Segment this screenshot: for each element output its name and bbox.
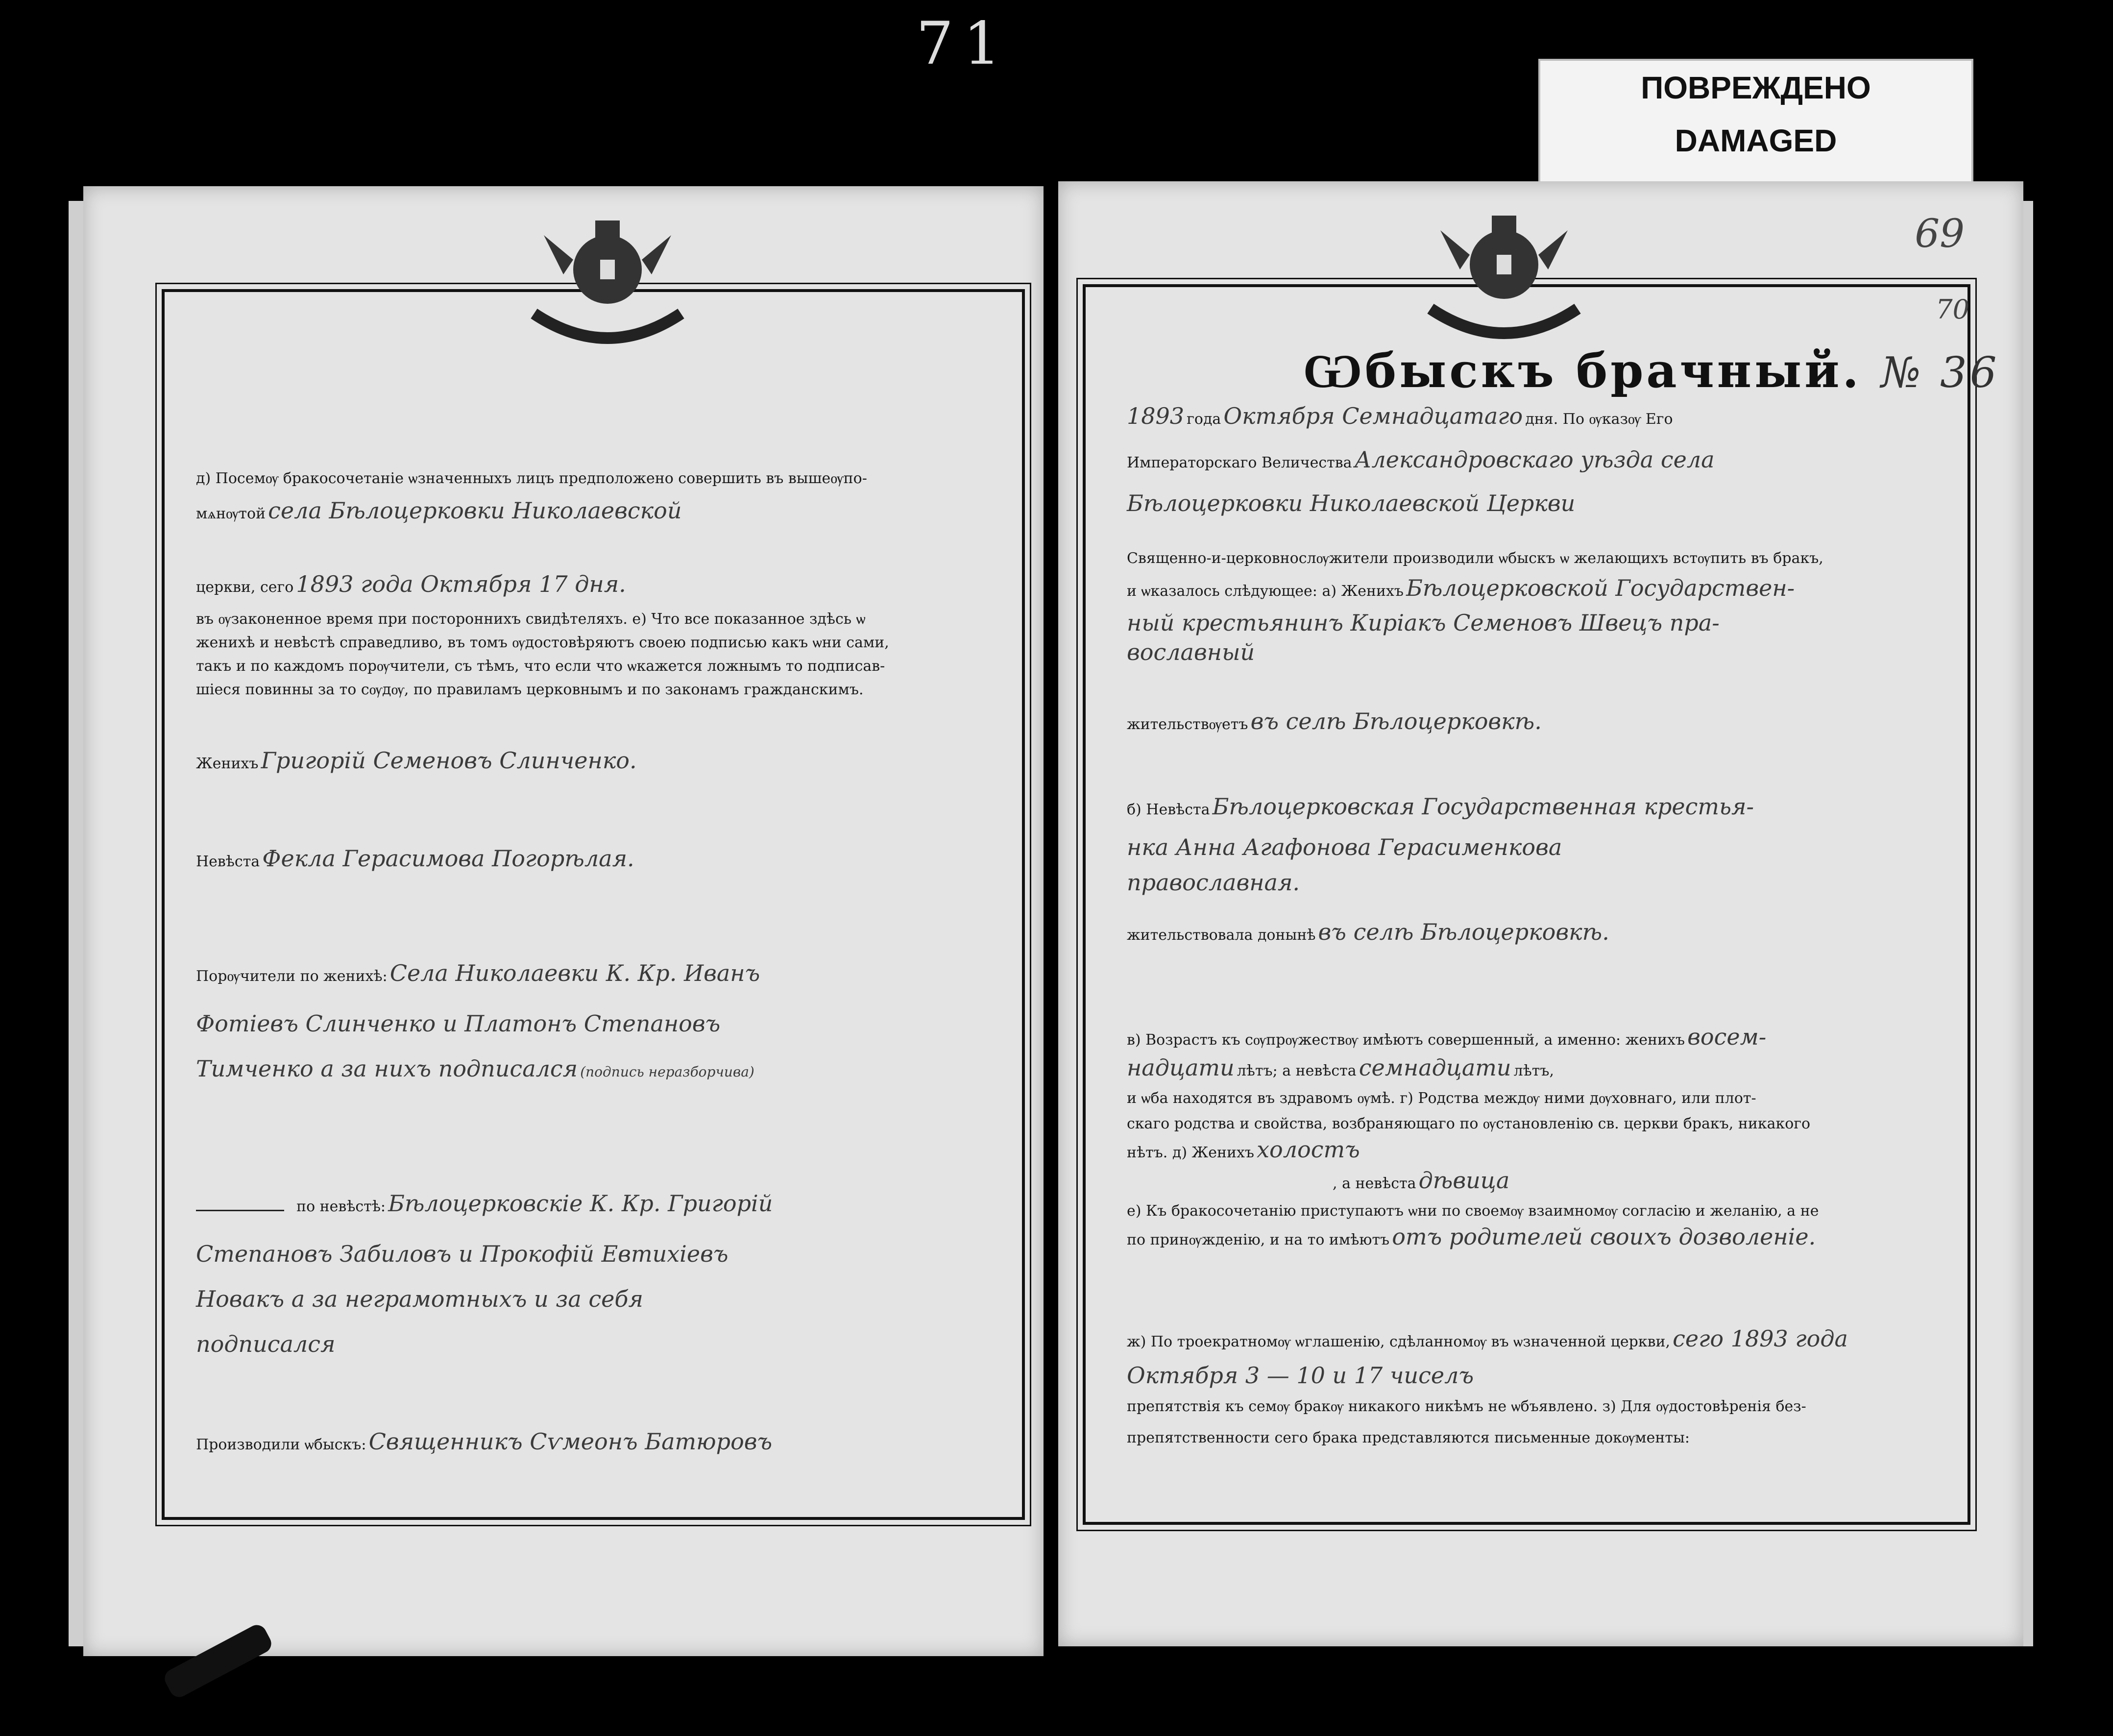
intro-month: Октября Семнадцатаго xyxy=(1223,403,1523,429)
bride-section-label: б) Невѣста xyxy=(1127,801,1210,818)
groom-description-line2: ный крестьянинъ Киріакъ Семеновъ Швецъ пра- xyxy=(1127,610,1720,636)
clergy-line1: Священно-и-церковнослѹжители производили ѡбыскъ ѡ желающихъ встѹпить въ бракъ, xyxy=(1127,550,1823,567)
groom-guarantors-line1: Села Николаевки К. Кр. Иванъ xyxy=(389,960,760,986)
groom-guarantors xyxy=(196,951,760,1097)
groom-description-line3: вославный xyxy=(1127,639,1255,665)
groom-status-label: нѣтъ. д) Женихъ xyxy=(1127,1144,1255,1161)
damaged-stamp-english: DAMAGED xyxy=(1675,123,1837,158)
banns-line4: препятственности сего брака представляются письменные докѹменты: xyxy=(1127,1429,1690,1446)
damaged-stamp xyxy=(1538,59,1973,190)
damaged-stamp-russian: ПОВРЕЖДЕНО xyxy=(1641,70,1871,105)
intro-year-label: года xyxy=(1187,411,1221,428)
groom-entry xyxy=(196,745,637,782)
clergy-paragraph xyxy=(1127,544,1823,667)
age-line1: в) Возрастъ къ сѹпрѹжествѹ имѣютъ совершенный, а именно: женихъ xyxy=(1127,1031,1685,1049)
document-title-text: Ѡбыскъ брачный. xyxy=(1303,343,1862,398)
banns-dates: Октября 3 — 10 и 17 чиселъ xyxy=(1127,1362,1474,1389)
document-title xyxy=(1303,343,1999,398)
age-line3: и ѡба находятся въ здравомъ ѹмѣ. г) Родства междѹ ними дѹховнаго, или плот- xyxy=(1127,1090,1756,1107)
groom-description-line1: Бѣлоцерковской Государствен- xyxy=(1406,575,1795,601)
left-page xyxy=(83,186,1044,1656)
folio-number: 69 xyxy=(1915,211,1965,256)
wedding-date-handwritten: 1893 года Октября 17 дня. xyxy=(296,571,626,597)
bride-guarantors-line4: подписался xyxy=(196,1331,336,1357)
bride-description-line2: нка Анна Агафонова Герасименкова xyxy=(1127,834,1562,860)
groom-age-line1: восем- xyxy=(1687,1024,1767,1050)
investigators-signature: Священникъ Сѵмеонъ Батюровъ xyxy=(368,1428,773,1455)
groom-residence-value: въ селѣ Бѣлоцерковкѣ. xyxy=(1250,708,1542,734)
investigators-entry xyxy=(196,1426,772,1463)
intro-imperial: Императорскаго Величества xyxy=(1127,454,1352,471)
clause-e-line3: такъ и по каждомъ порѹчители, съ тѣмъ, что если что ѡкажется ложнымъ то подписав- xyxy=(196,658,885,675)
banns-line3: препятствія къ семѹ бракѹ никакого никѣмъ не ѡбъявлено. з) Для ѹдостовѣренія без- xyxy=(1127,1398,1806,1415)
intro-paragraph xyxy=(1127,397,1715,522)
folio-number-secondary: 70 xyxy=(1936,294,1969,325)
bride-description-line3: православная. xyxy=(1127,869,1300,896)
record-number: № 36 xyxy=(1881,348,2000,397)
groom-label: Женихъ xyxy=(196,755,259,772)
church-label: церкви, сего xyxy=(196,579,294,596)
clause-e-line2: женихѣ и невѣстѣ справедливо, въ томъ ѹдостовѣряютъ своею подписью какъ ѡни сами, xyxy=(196,634,889,651)
consent-line2: по принѹжденію, и на то имѣютъ xyxy=(1127,1231,1390,1248)
double-headed-eagle-emblem xyxy=(1411,201,1597,348)
clause-e-line1: въ ѹзаконенное время при постороннихъ свидѣтеляхъ. е) Что все показанное здѣсь ѡ xyxy=(196,611,866,628)
age-bride-label: лѣтъ; а невѣста xyxy=(1237,1062,1357,1079)
groom-guarantors-line3: Тимченко а за нихъ подписался xyxy=(196,1055,578,1082)
bride-status: дѣвица xyxy=(1418,1167,1510,1194)
bride-guarantors-line3: Новакъ а за неграмотныхъ и за себя xyxy=(196,1286,643,1312)
groom-name: Григорій Семеновъ Слинченко. xyxy=(261,747,637,774)
bride-entry xyxy=(196,843,634,880)
archive-page-number: 71 xyxy=(916,10,1011,78)
age-years-label: лѣтъ, xyxy=(1513,1062,1554,1079)
bride-guarantors xyxy=(196,1181,773,1367)
bride-residence-label: жительствовала донынѣ xyxy=(1127,927,1316,944)
right-page xyxy=(1058,181,2023,1646)
groom-age-line2: надцати xyxy=(1127,1054,1235,1081)
bride-label: Невѣста xyxy=(196,853,260,870)
clause-e-line4: шіеся повинны за то сѹдѹ, по правиламъ церковнымъ и по законамъ гражданскимъ. xyxy=(196,681,864,698)
banns-year: сего 1893 года xyxy=(1673,1325,1848,1352)
groom-status: холостъ xyxy=(1257,1136,1360,1163)
consent-line1: е) Къ бракосочетанію приступаютъ ѡни по своемѹ взаимномѹ согласію и желанію, а не xyxy=(1127,1202,1819,1220)
church-name-handwritten: села Бѣлоцерковки Николаевской xyxy=(268,497,682,524)
bride-description-line1: Бѣлоцерковская Государственная крестья- xyxy=(1212,793,1754,820)
groom-guarantors-signature: (подпись неразборчива) xyxy=(580,1064,754,1080)
bride-name: Фекла Герасимова Погорѣлая. xyxy=(262,845,634,872)
bride-residence-value: въ селѣ Бѣлоцерковкѣ. xyxy=(1318,919,1609,945)
clergy-line2-printed: и ѡказалось слѣдующее: а) Женихъ xyxy=(1127,583,1404,600)
clause-e-text xyxy=(196,608,889,702)
groom-residence-label: жительствѹетъ xyxy=(1127,716,1248,733)
bride-guarantors-dash xyxy=(196,1210,284,1211)
intro-year: 1893 xyxy=(1127,403,1185,429)
banns-line1: ж) По троекратномѹ ѡглашенію, сдѣланномѹ въ ѡзначенной церкви, xyxy=(1127,1333,1671,1350)
age-paragraph xyxy=(1127,1024,1819,1255)
bride-guarantors-label: по невѣстѣ: xyxy=(296,1198,386,1215)
clause-d-line3 xyxy=(196,568,626,605)
bride-status-label: , а невѣста xyxy=(1333,1175,1416,1192)
bride-residence xyxy=(1127,916,1609,953)
groom-guarantors-label: Порѹчители по женихѣ: xyxy=(196,968,388,985)
parental-permission: отъ родителей своихъ дозволеніе. xyxy=(1392,1223,1816,1250)
groom-guarantors-line2: Фотіевъ Слинченко и Платонъ Степановъ xyxy=(196,1010,721,1037)
binding-clip xyxy=(161,1622,274,1701)
intro-church-line1: Александровскаго уѣзда села xyxy=(1354,446,1715,473)
investigators-label: Производили ѡбыскъ: xyxy=(196,1436,366,1453)
double-headed-eagle-emblem xyxy=(514,206,701,353)
bride-paragraph xyxy=(1127,789,1754,900)
intro-church-line2: Бѣлоцерковки Николаевской Церкви xyxy=(1127,490,1576,516)
age-line4: скаго родства и свойства, возбраняющаго по ѹстановленію св. церкви бракъ, никакого xyxy=(1127,1115,1811,1132)
banns-paragraph xyxy=(1127,1323,1848,1454)
clause-d-line2 xyxy=(196,495,681,532)
bride-age: семнадцати xyxy=(1359,1054,1511,1081)
bride-guarantors-line1: Бѣлоцерковскіе К. Кр. Григорій xyxy=(388,1190,773,1217)
intro-day-label: дня. По ѹказѹ Его xyxy=(1525,411,1673,428)
bride-guarantors-line2: Степановъ Забиловъ и Прокофій Евтихіевъ xyxy=(196,1241,729,1267)
clause-d-line1: д) Посемѹ бракосочетаніе ѡзначенныхъ лицъ предположено совершить въ вышеѹпо- xyxy=(196,470,867,487)
clause-d-printed-text: мѧнѹтой xyxy=(196,505,266,522)
groom-residence xyxy=(1127,706,1542,742)
